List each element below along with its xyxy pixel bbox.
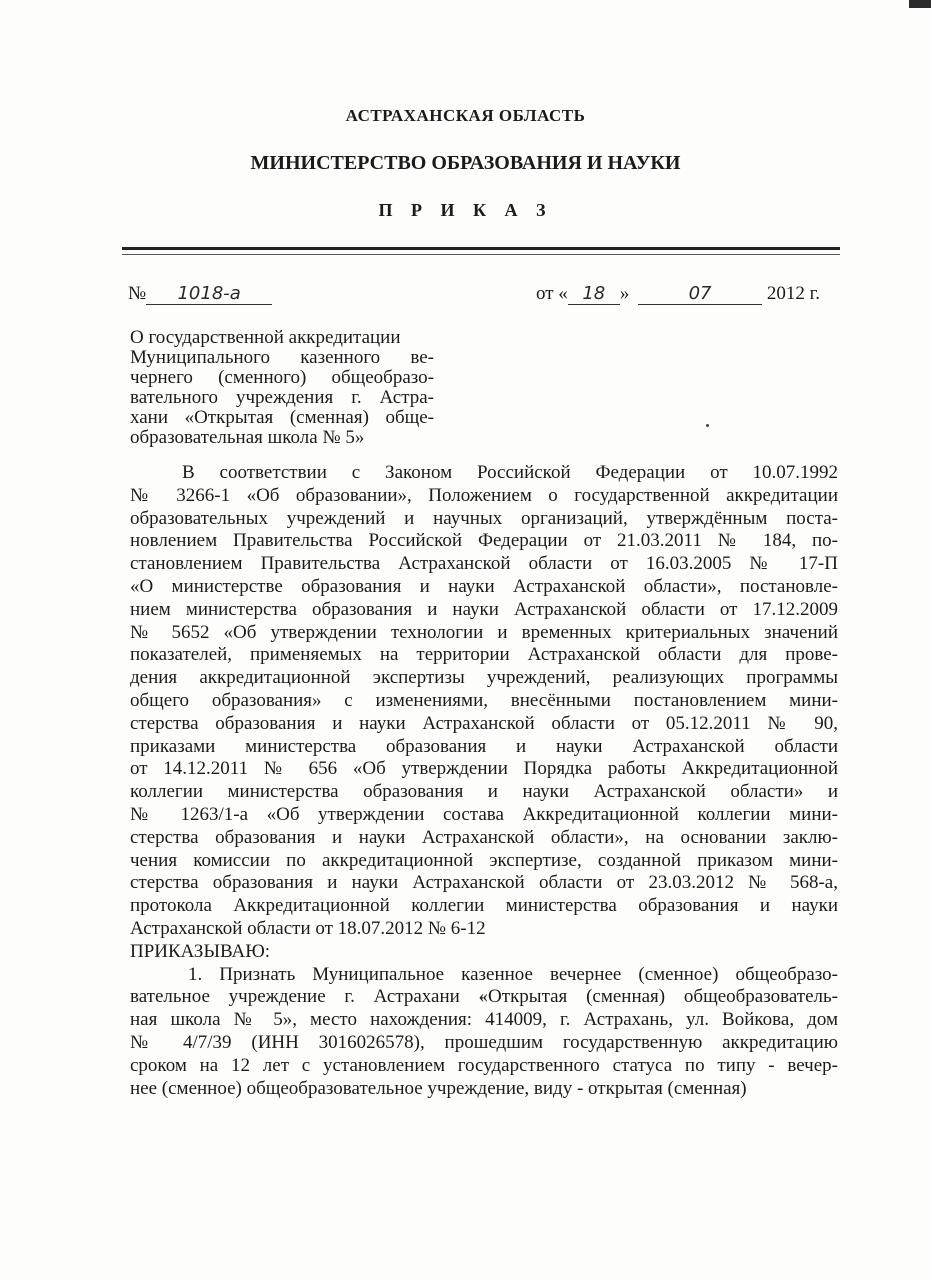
order-item-1	[130, 964, 838, 1101]
preamble-line: образовательных учреждений и научных организаций, утверждённым поста-	[130, 507, 838, 529]
preamble-line: стерства образования и науки Астраханской области от 05.12.2011 № 90,	[130, 712, 838, 734]
number-value: 1018-а	[146, 284, 272, 305]
preamble-line: Астраханской области от 18.07.2012 № 6-12	[130, 917, 486, 939]
preamble-paragraph	[130, 462, 838, 941]
ministry-heading: МИНИСТЕРСТВО ОБРАЗОВАНИЯ И НАУКИ	[250, 152, 681, 174]
subject-line: О государственной аккредитации	[130, 327, 401, 348]
subject-line: Муниципального казенного ве-	[130, 347, 434, 368]
subject-line: вательного учреждения г. Астра-	[130, 387, 434, 408]
item-1-line: ная школа № 5», место нахождения: 414009, г. Астрахань, ул. Войкова, дом	[130, 1009, 838, 1031]
preamble-line: чения комиссии по аккредитационной экспертизе, созданной приказом мини-	[130, 849, 838, 871]
preamble-line: № 1263/1-а «Об утверждении состава Аккредитационной коллегии мини-	[130, 803, 838, 825]
date-day: 18	[568, 284, 620, 305]
preamble-line: № 3266-1 «Об образовании», Положением о государственной аккредитации	[130, 484, 838, 506]
preamble-line: общего образования» с изменениями, внесёнными постановлением мини-	[130, 689, 838, 711]
document-type-heading: П Р И К А З	[378, 200, 553, 220]
preamble-line: В соответствии с Законом Российской Федерации от 10.07.1992	[182, 462, 838, 483]
preamble-line: показателей, применяемых на территории Астраханской области для прове-	[130, 644, 838, 666]
preamble-line: нием министерства образования и науки Астраханской области от 17.12.2009	[130, 598, 838, 620]
preamble-line: становлением Правительства Астраханской области от 16.03.2005 № 17-П	[130, 553, 838, 575]
number-label: №	[128, 283, 147, 304]
preamble-line: коллегии министерства образования и науки Астраханской области» и	[130, 781, 838, 803]
subject-line: чернего (сменного) общеобразо-	[130, 367, 434, 388]
item-1-line: сроком на 12 лет с установлением государственного статуса по типу - вечер-	[130, 1054, 838, 1076]
date-prefix: от «	[536, 283, 568, 304]
order-body	[130, 462, 838, 1100]
date-day-close: »	[619, 283, 630, 304]
item-1-line: нее (сменное) общеобразовательное учреждение, виду - открытая (сменная)	[130, 1077, 747, 1099]
preamble-line: стерства образования и науки Астраханской области от 23.03.2012 № 568-а,	[130, 872, 838, 894]
scan-edge-mark	[909, 0, 931, 8]
order-subject	[130, 328, 434, 448]
preamble-line: № 5652 «Об утверждении технологии и временных критериальных значений	[130, 621, 838, 643]
subject-line: хани «Открытая (сменная) обще-	[130, 407, 434, 428]
date-month: 07	[638, 284, 762, 305]
preamble-line: «О министерстве образования и науки Астраханской области», постановле-	[130, 575, 838, 597]
preamble-line: протокола Аккредитационной коллегии министерства образования и науки	[130, 895, 838, 917]
preamble-line: дения аккредитационной экспертизы учреждений, реализующих программы	[130, 667, 838, 689]
date-year: 2012 г.	[766, 283, 820, 304]
preamble-line: приказами министерства образования и науки Астраханской области	[130, 735, 838, 757]
preamble-line: новлением Правительства Российской Федерации от 21.03.2011 № 184, по-	[130, 530, 838, 552]
item-1-line: № 4/7/39 (ИНН 3016026578), прошедшим государственную аккредитацию	[130, 1031, 838, 1053]
item-1-line: вательное учреждение г. Астрахани «Открытая (сменная) общеобразователь-	[130, 986, 838, 1008]
header-rule-thin	[122, 254, 840, 255]
header-rule	[122, 247, 840, 250]
item-1-line: 1. Признать Муниципальное казенное вечернее (сменное) общеобразо-	[188, 963, 838, 985]
region-heading: АСТРАХАНСКАЯ ОБЛАСТЬ	[345, 106, 586, 125]
scan-speck	[706, 424, 709, 427]
order-number	[128, 283, 272, 305]
subject-line: образовательная школа № 5»	[130, 427, 365, 448]
order-word: ПРИКАЗЫВАЮ:	[130, 940, 271, 962]
preamble-line: стерства образования и науки Астраханской области», на основании заклю-	[130, 826, 838, 848]
order-date	[536, 283, 820, 305]
preamble-line: от 14.12.2011 № 656 «Об утверждении Порядка работы Аккредитационной	[130, 758, 838, 780]
